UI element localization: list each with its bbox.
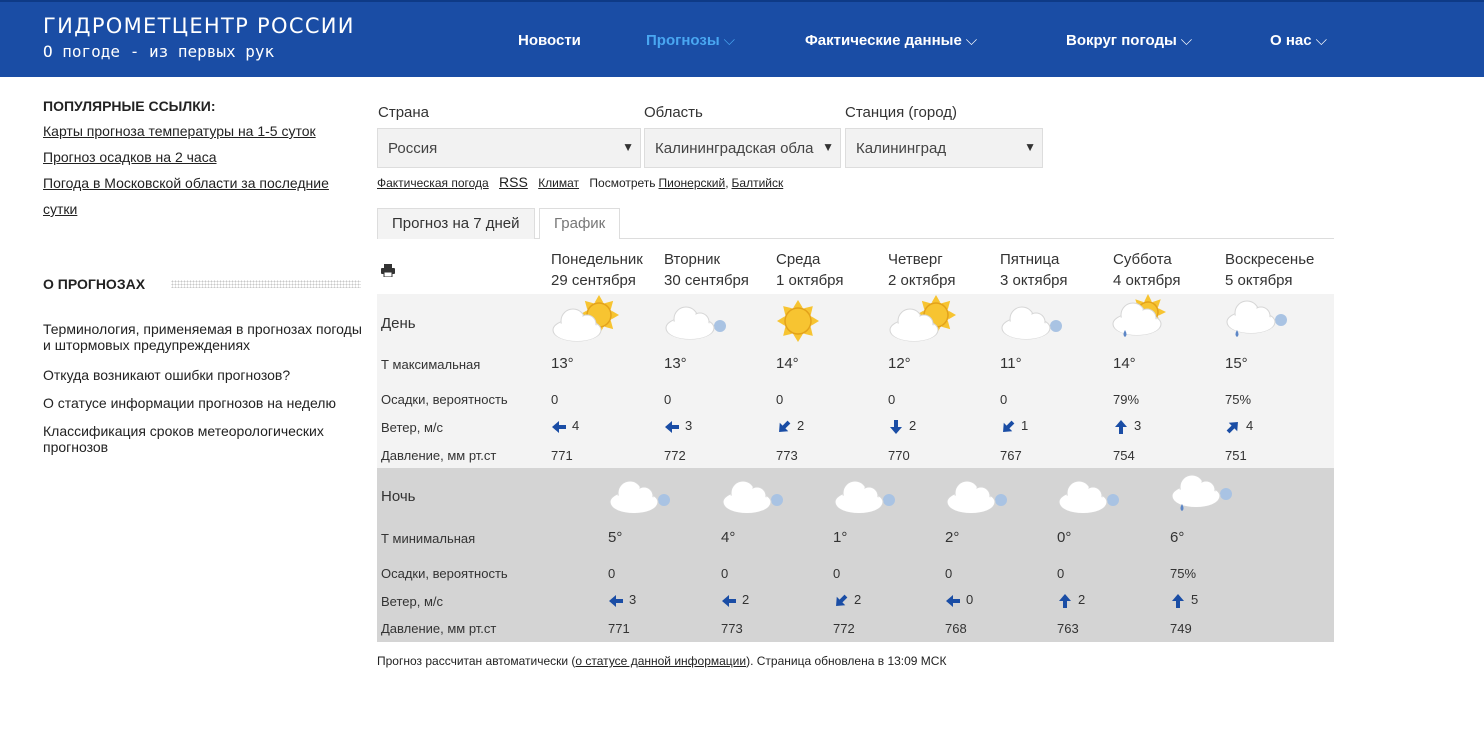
tab-7-day-forecast[interactable]: [377, 208, 535, 239]
day-weekday: Вторник: [664, 251, 721, 268]
chevron-down-icon: ⌵: [1180, 32, 1193, 49]
city-separator: ,: [725, 176, 729, 190]
temperature: 6°: [1170, 529, 1185, 546]
wind-cell: [888, 418, 916, 435]
wind-speed: 2: [854, 592, 862, 607]
temperature: 14°: [776, 355, 799, 372]
print-icon[interactable]: [381, 264, 395, 277]
wind-arrow-icon: [1170, 592, 1191, 607]
wind-cell: [1225, 418, 1253, 435]
precip-probability: 0: [664, 392, 672, 407]
night-pressure-label: Давление, мм рт.ст: [381, 621, 497, 636]
precip-probability: 0: [1000, 392, 1008, 407]
pionersky-link[interactable]: Пионерский: [658, 176, 726, 190]
day-header: [776, 249, 843, 291]
day-weekday: Среда: [776, 251, 821, 268]
pressure: 767: [1000, 448, 1022, 463]
tmax-label: Т максимальная: [381, 357, 481, 372]
wind-arrow-icon: [664, 418, 685, 433]
popular-link-precip-2h[interactable]: Прогноз осадков на 2 часа: [43, 149, 217, 165]
wind-arrow-icon: [945, 592, 966, 607]
wind-cell: [551, 418, 579, 435]
wind-speed: 5: [1191, 592, 1199, 607]
station-select[interactable]: [845, 128, 1043, 168]
pressure: 770: [888, 448, 910, 463]
wind-cell: [1000, 418, 1028, 435]
wind-cell: [721, 592, 749, 609]
country-select[interactable]: [377, 128, 641, 168]
pressure: 751: [1225, 448, 1247, 463]
cloudy-rain-icon: [1223, 294, 1299, 348]
nav-news-label: Новости: [518, 32, 581, 49]
see-label: Посмотреть: [589, 176, 656, 190]
region-select[interactable]: [644, 128, 841, 168]
wind-cell: [945, 592, 973, 609]
day-weekday: Четверг: [888, 251, 943, 268]
wind-speed: 3: [629, 592, 637, 607]
pressure: 749: [1170, 621, 1192, 636]
popular-links-heading: ПОПУЛЯРНЫЕ ССЫЛКИ:: [43, 98, 216, 114]
day-header: [888, 249, 955, 291]
day-date: 29 сентября: [551, 272, 636, 289]
nav-forecasts[interactable]: [646, 32, 735, 49]
climate-link[interactable]: Климат: [538, 176, 580, 190]
wind-arrow-icon: [1113, 418, 1134, 433]
wind-arrow-icon: [608, 592, 629, 607]
temperature: 0°: [1057, 529, 1072, 546]
wind-arrow-icon: [1000, 418, 1021, 433]
partly-cloudy-icon: [886, 294, 962, 348]
region-label: Область: [644, 104, 703, 121]
popular-link-moscow-region[interactable]: Погода в Московской области за последние: [43, 175, 329, 191]
about-link-status[interactable]: О статусе информации прогнозов на неделю: [43, 395, 336, 411]
day-weekday: Воскресенье: [1225, 251, 1315, 268]
actual-weather-link[interactable]: Фактическая погода: [377, 176, 489, 190]
wind-arrow-icon: [776, 418, 797, 433]
day-header: [1113, 249, 1180, 291]
popular-link-moscow-region-cont[interactable]: сутки: [43, 201, 78, 217]
day-header: [1225, 249, 1314, 291]
night-precip-label: Осадки, вероятность: [381, 566, 508, 581]
about-link-classification[interactable]: Классификация сроков метеорологических прогнозов: [43, 423, 324, 455]
pressure: 768: [945, 621, 967, 636]
station-select-value: Калининград: [856, 140, 947, 157]
temperature: 5°: [608, 529, 623, 546]
tmin-label: Т минимальная: [381, 531, 476, 546]
wind-speed: 0: [966, 592, 974, 607]
nav-actual-data-label: Фактические данные: [805, 32, 962, 49]
nav-forecasts-label: Прогнозы: [646, 32, 720, 49]
country-select-value: Россия: [388, 140, 438, 157]
day-header: [551, 249, 643, 291]
wind-arrow-icon: [1225, 418, 1246, 433]
wind-arrow-icon: [551, 418, 572, 433]
day-weekday: Пятница: [1000, 251, 1060, 268]
day-header: [664, 249, 749, 291]
cloudy-icon: [606, 468, 682, 522]
cloudy-icon: [831, 468, 907, 522]
wind-arrow-icon: [721, 592, 742, 607]
nav-about[interactable]: [1270, 32, 1327, 49]
cloudy-icon: [719, 468, 795, 522]
baltiysk-link[interactable]: Балтийск: [731, 176, 784, 190]
precip-probability: 0: [608, 566, 616, 581]
wind-speed: 2: [797, 418, 805, 433]
tab-chart-label: График: [554, 215, 606, 232]
precip-probability: 0: [888, 392, 896, 407]
chevron-down-icon: ⌵: [723, 32, 736, 49]
forecast-tabs: [377, 208, 1334, 239]
about-link-terminology[interactable]: Терминология, применяемая в прогнозах погоды и штормовых предупреждениях: [43, 321, 362, 353]
chevron-down-icon: ⌵: [1315, 32, 1327, 49]
wind-cell: [1057, 592, 1085, 609]
popular-link-temp-maps[interactable]: Карты прогноза температуры на 1-5 суток: [43, 123, 316, 139]
footnote: [377, 654, 946, 668]
country-label: Страна: [378, 104, 430, 121]
tab-chart[interactable]: [539, 208, 620, 239]
cloudy-icon: [943, 468, 1019, 522]
cloudy-icon: [662, 294, 738, 348]
day-date: 3 октября: [1000, 272, 1068, 289]
chevron-down-icon: ▼: [622, 140, 634, 154]
temperature: 11°: [1000, 355, 1022, 372]
chevron-down-icon: ▼: [1024, 140, 1036, 154]
precip-probability: 0: [833, 566, 841, 581]
region-select-value: Калининградская обла: [655, 140, 814, 157]
nav-around-weather-label: Вокруг погоды: [1066, 32, 1177, 49]
wind-speed: 3: [685, 418, 693, 433]
temperature: 1°: [833, 529, 848, 546]
precip-probability: 0: [721, 566, 729, 581]
day-precip-label: Осадки, вероятность: [381, 392, 508, 407]
wind-speed: 3: [1134, 418, 1142, 433]
station-label: Станция (город): [845, 104, 958, 121]
about-link-errors[interactable]: Откуда возникают ошибки прогнозов?: [43, 367, 291, 383]
pressure: 771: [551, 448, 573, 463]
wind-arrow-icon: [1057, 592, 1078, 607]
day-date: 30 сентября: [664, 272, 749, 289]
pressure: 772: [833, 621, 855, 636]
partly-cloudy-rain-icon: [1111, 294, 1187, 348]
pressure: 773: [721, 621, 743, 636]
pressure: 754: [1113, 448, 1135, 463]
site-header: [0, 0, 1484, 77]
nav-news[interactable]: [518, 32, 581, 49]
pressure: 772: [664, 448, 686, 463]
pressure: 763: [1057, 621, 1079, 636]
wind-cell: [776, 418, 804, 435]
temperature: 14°: [1113, 355, 1136, 372]
chevron-down-icon: ▼: [822, 140, 834, 154]
wind-cell: [608, 592, 636, 609]
wind-cell: [664, 418, 692, 435]
temperature: 15°: [1225, 355, 1248, 372]
nav-around-weather[interactable]: [1066, 32, 1192, 49]
day-wind-label: Ветер, м/с: [381, 420, 444, 435]
precip-probability: 0: [551, 392, 559, 407]
pressure: 773: [776, 448, 798, 463]
wind-speed: 2: [909, 418, 917, 433]
day-date: 4 октября: [1113, 272, 1181, 289]
wind-speed: 1: [1021, 418, 1029, 433]
wind-arrow-icon: [888, 418, 909, 433]
day-pressure-label: Давление, мм рт.ст: [381, 448, 497, 463]
day-date: 1 октября: [776, 272, 844, 289]
night-band: [377, 468, 1334, 642]
day-band: [377, 294, 1334, 468]
sidebar: [43, 98, 365, 455]
night-label: Ночь: [381, 488, 416, 505]
wind-speed: 4: [572, 418, 580, 433]
rss-link[interactable]: RSS: [499, 174, 528, 190]
footnote-before: Прогноз рассчитан автоматически (: [377, 654, 576, 668]
temperature: 12°: [888, 355, 911, 372]
wind-speed: 4: [1246, 418, 1254, 433]
temperature: 2°: [945, 529, 960, 546]
about-forecasts-heading-label: О ПРОГНОЗАХ: [43, 276, 146, 292]
day-weekday: Суббота: [1113, 251, 1172, 268]
footnote-after: ). Страница обновлена в 13:09 МСК: [746, 654, 947, 668]
cloudy-rain-icon: [1168, 468, 1244, 522]
about-forecasts-heading: [43, 276, 361, 292]
heading-divider: [171, 280, 361, 288]
night-wind-label: Ветер, м/с: [381, 594, 444, 609]
pressure: 771: [608, 621, 630, 636]
tab-7-day-forecast-label: Прогноз на 7 дней: [392, 215, 520, 232]
precip-probability: 0: [945, 566, 953, 581]
nav-actual-data[interactable]: [805, 32, 977, 49]
day-label: День: [381, 315, 416, 332]
precip-probability: 79%: [1113, 392, 1140, 407]
chevron-down-icon: ⌵: [965, 32, 978, 49]
wind-speed: 2: [1078, 592, 1086, 607]
sunny-icon: [774, 294, 850, 348]
temperature: 4°: [721, 529, 736, 546]
wind-cell: [1170, 592, 1198, 609]
precip-probability: 0: [1057, 566, 1065, 581]
temperature: 13°: [664, 355, 687, 372]
cloudy-icon: [1055, 468, 1131, 522]
wind-cell: [1113, 418, 1141, 435]
wind-speed: 2: [742, 592, 750, 607]
day-date: 2 октября: [888, 272, 956, 289]
precip-probability: 75%: [1225, 392, 1252, 407]
info-status-link[interactable]: о статусе данной информации: [575, 654, 747, 668]
day-date: 5 октября: [1225, 272, 1293, 289]
site-title[interactable]: ГИДРОМЕТЦЕНТР РОССИИ: [43, 14, 355, 38]
nav-about-label: О нас: [1270, 32, 1312, 49]
wind-cell: [833, 592, 861, 609]
links-row: [377, 174, 790, 190]
site-subtitle: О погоде - из первых рук: [43, 42, 275, 61]
precip-probability: 75%: [1170, 566, 1197, 581]
precip-probability: 0: [776, 392, 784, 407]
cloudy-icon: [998, 294, 1074, 348]
day-weekday: Понедельник: [551, 251, 643, 268]
partly-cloudy-icon: [549, 294, 625, 348]
day-header: [1000, 249, 1067, 291]
temperature: 13°: [551, 355, 574, 372]
wind-arrow-icon: [833, 592, 854, 607]
